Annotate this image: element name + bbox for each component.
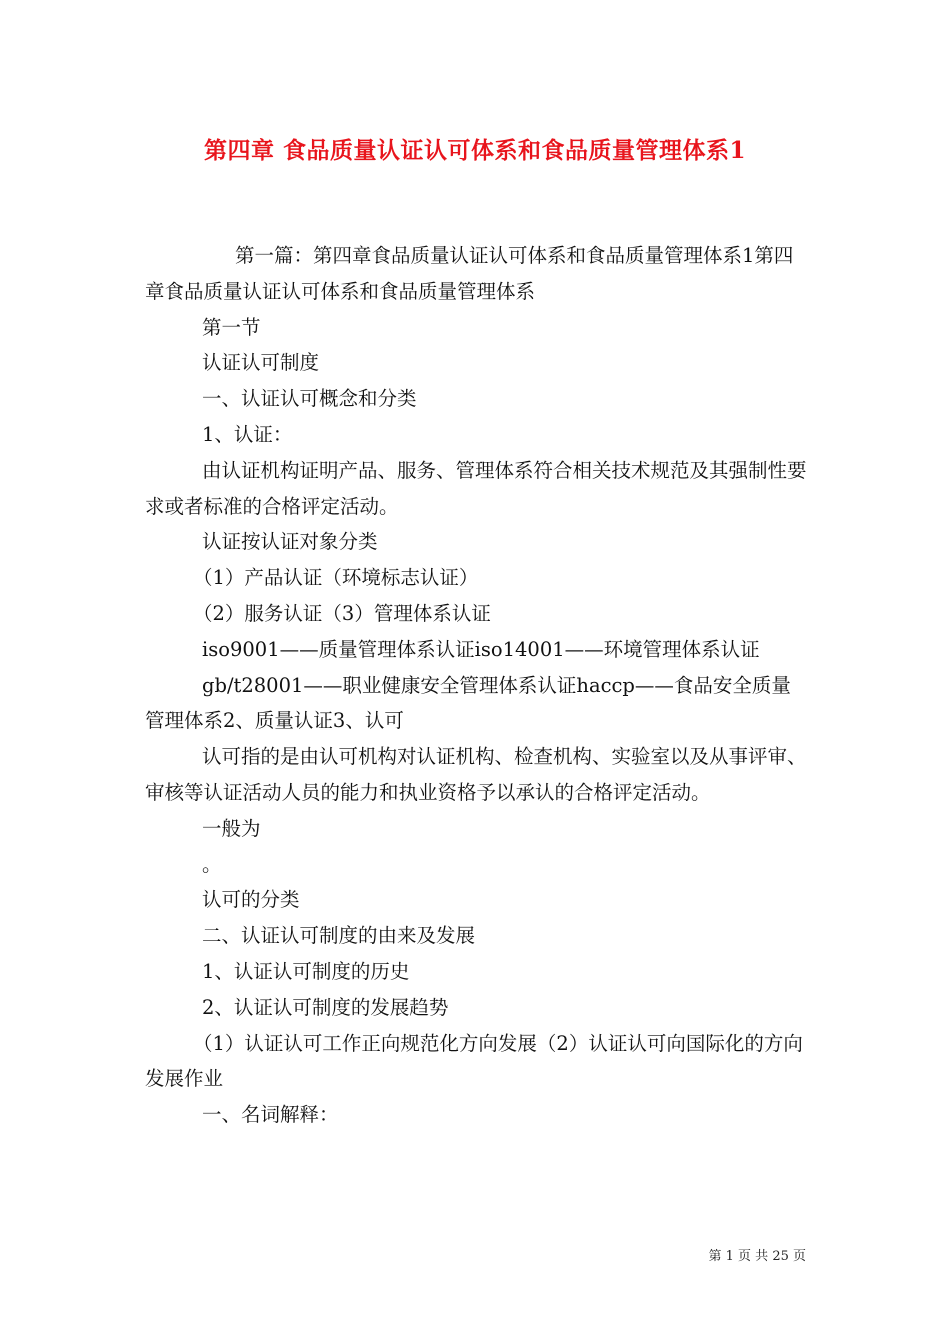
paragraph: 1、认证： — [202, 422, 293, 446]
paragraph: 一、名词解释： — [202, 1103, 339, 1127]
paragraph: 一般为 — [202, 816, 261, 840]
page-number-footer: 第 1 页 共 25 页 — [708, 1249, 806, 1264]
paragraph: iso9001——质量管理体系认证iso14001——环境管理体系认证 — [202, 637, 760, 661]
paragraph: 认可的分类 — [202, 888, 300, 912]
list-item: （1）产品认证（环境标志认证） — [193, 566, 479, 590]
paragraph: 一、认证认可概念和分类 — [202, 387, 417, 411]
list-item: （2）服务认证（3）管理体系认证 — [193, 601, 491, 625]
paragraph: 2、认证认可制度的发展趋势 — [202, 995, 449, 1019]
document-title: 第四章 食品质量认证认可体系和食品质量管理体系1 — [203, 137, 746, 164]
paragraph: 。 — [202, 852, 222, 876]
document-body — [145, 238, 807, 1133]
paragraph: gb/t28001——职业健康安全管理体系认证haccp——食品安全质量管理体系2、质量认证3、认可 — [145, 673, 791, 733]
section-subheading: 认证认可制度 — [202, 351, 320, 375]
list-item: （1）认证认可工作正向规范化方向发展（2）认证认可向国际化的方向发展作业 — [145, 1031, 803, 1091]
paragraph: 第一篇：第四章食品质量认证认可体系和食品质量管理体系1第四章食品质量认证认可体系和食品质量管理体系 — [145, 244, 794, 303]
paragraph: 认证按认证对象分类 — [202, 530, 378, 554]
paragraph: 认可指的是由认可机构对认证机构、检查机构、实验室以及从事评审、审核等认证活动人员的能力和执业资格予以承认的合格评定活动。 — [145, 745, 807, 804]
section-heading: 第一节 — [202, 315, 261, 339]
paragraph: 二、认证认可制度的由来及发展 — [202, 924, 476, 948]
paragraph: 由认证机构证明产品、服务、管理体系符合相关技术规范及其强制性要求或者标准的合格评定活动。 — [145, 458, 807, 518]
paragraph: 1、认证认可制度的历史 — [202, 959, 410, 983]
